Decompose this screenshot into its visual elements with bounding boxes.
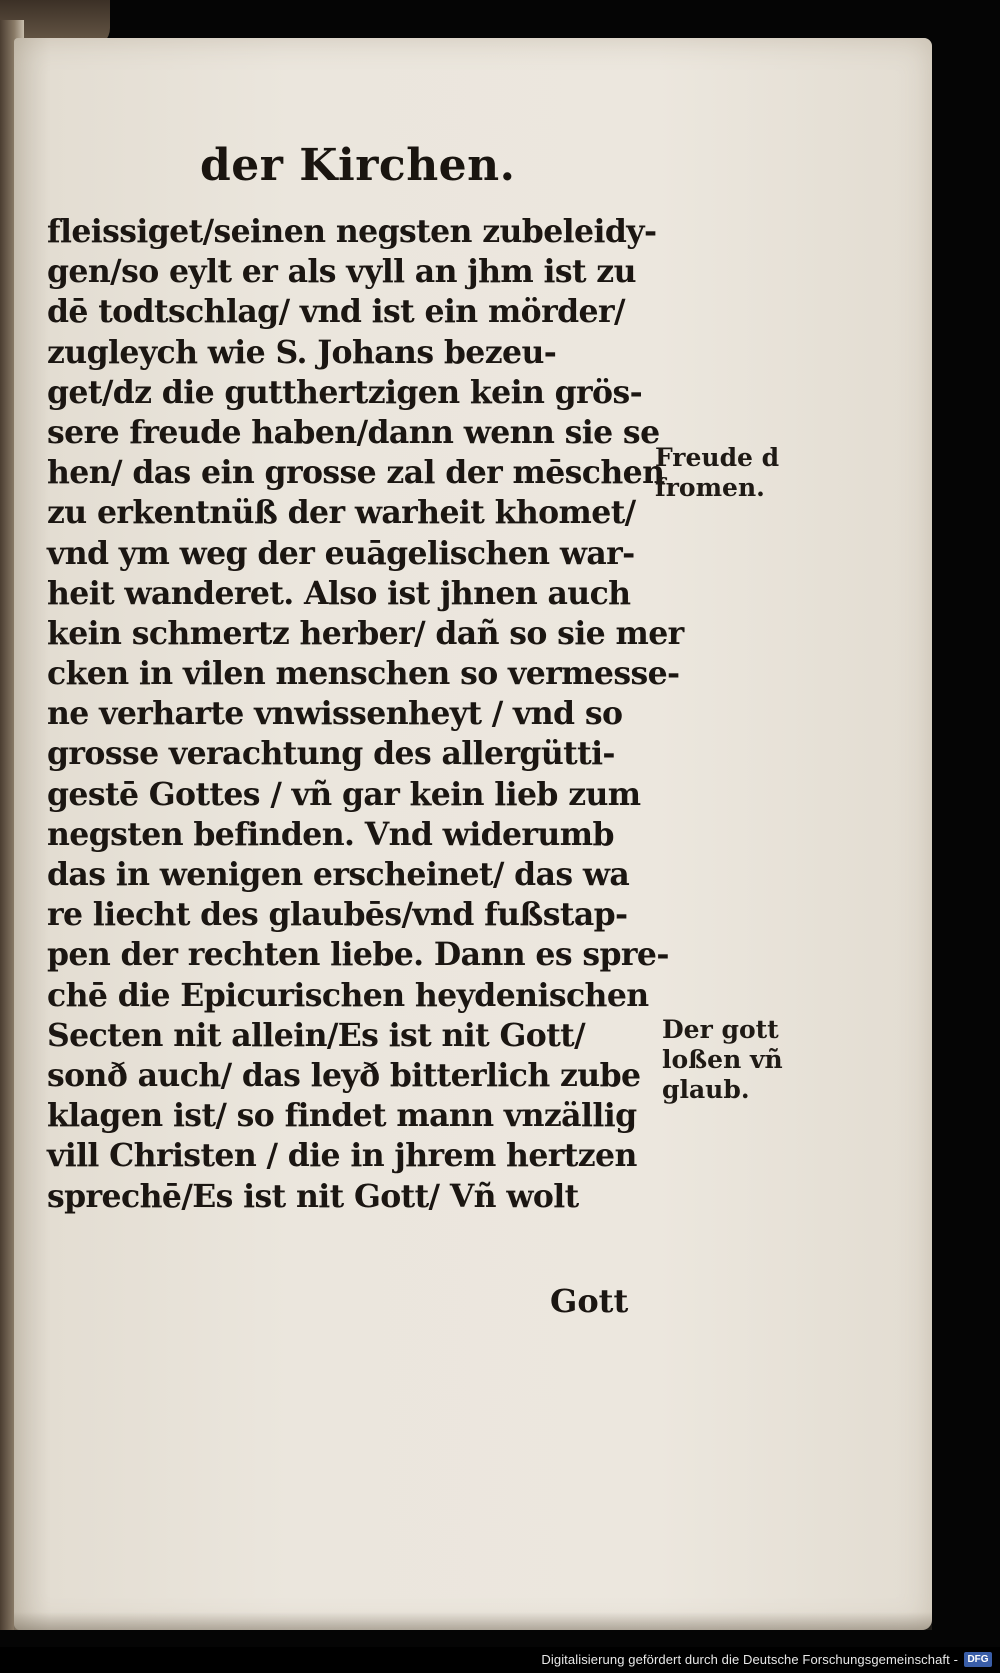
text-line: pen der rechten liebe. Dann es spre- (47, 936, 669, 974)
text-line: negsten befinden. Vnd widerumb (47, 815, 614, 853)
text-line: grosse verachtung des allergütti- (47, 735, 615, 773)
catchword: Gott (550, 1282, 629, 1320)
text-line: re liecht des glaubēs/vnd fußstap- (47, 896, 628, 934)
marginal-note-line: fromen. (655, 473, 765, 502)
marginal-note-line: loßen vñ (662, 1045, 783, 1074)
funding-credit: Digitalisierung gefördert durch die Deutsche Forschungsgemeinschaft - (541, 1652, 958, 1667)
text-line: sonð auch/ das leyð bitterlich zube (47, 1056, 641, 1094)
text-line: sprechē/Es ist nit Gott/ Vñ wolt (47, 1177, 579, 1215)
text-line: gen/so eylt er als vyll an jhm ist zu (47, 253, 636, 291)
text-line: hen/ das ein grosse zal der mēschen (47, 454, 665, 492)
text-line: zu erkentnüß der warheit khomet/ (47, 494, 636, 532)
text-line: Secten nit allein/Es ist nit Gott/ (47, 1016, 586, 1054)
text-line: ne verharte vnwissenheyt / vnd so (47, 695, 623, 733)
text-line: chē die Epicurischen heydenischen (47, 976, 649, 1014)
text-line: fleissiget/seinen negsten zubeleidy- (47, 213, 657, 250)
digitization-footer (0, 1647, 1000, 1673)
marginal-note (655, 443, 779, 503)
body-text (47, 212, 684, 1217)
text-line: zugleych wie S. Johans bezeu- (47, 333, 557, 371)
text-line: gestē Gottes / vñ gar kein lieb zum (47, 775, 641, 813)
text-line: heit wanderet. Also ist jhnen auch (47, 574, 631, 612)
text-line: klagen ist/ so findet mann vnzällig (47, 1097, 637, 1135)
text-line: vnd ym weg der euāgelischen war- (47, 534, 635, 572)
text-line: cken in vilen menschen so vermesse- (47, 655, 680, 693)
dfg-logo: DFG (964, 1652, 992, 1667)
marginal-note-line: Freude d (655, 443, 780, 472)
text-line: kein schmertz herber/ dañ so sie mer (47, 614, 684, 652)
marginal-note (662, 1015, 783, 1105)
text-line: sere freude haben/dann wenn sie se (47, 413, 660, 451)
text-line: das in wenigen erscheinet/ das wa (47, 856, 630, 893)
marginal-note-line: glaub. (662, 1075, 750, 1104)
running-header: der Kirchen. (200, 140, 516, 191)
text-line: get/dz die gutthertzigen kein grös- (47, 373, 643, 411)
text-line: vill Christen / die in jhrem hertzen (47, 1137, 637, 1175)
text-line: dē todtschlag/ vnd ist ein mörder/ (47, 293, 625, 331)
marginal-note-line: Der gott (662, 1015, 779, 1044)
